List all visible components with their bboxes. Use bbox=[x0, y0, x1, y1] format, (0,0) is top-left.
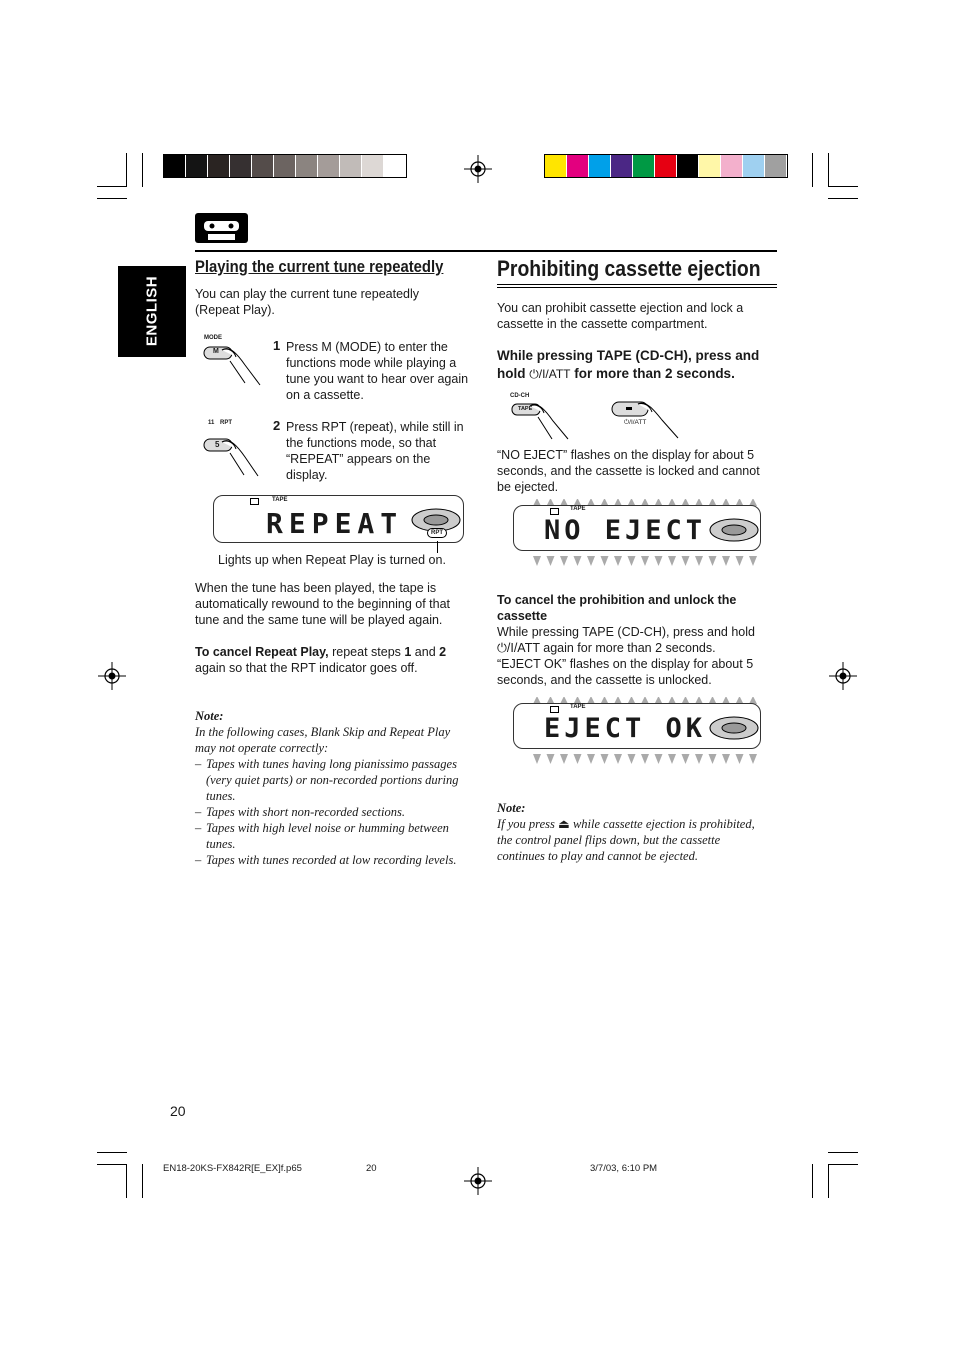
left-intro: You can play the current tune repeatedly (Repeat Play). bbox=[195, 287, 419, 317]
flash-mark bbox=[628, 754, 636, 764]
flash-mark bbox=[641, 556, 649, 566]
crop-mark bbox=[142, 1164, 143, 1198]
color-swatch bbox=[186, 155, 208, 177]
mode-button-illustration bbox=[200, 335, 270, 390]
display-tape-indicator: TAPE bbox=[570, 704, 586, 710]
list-dash: – bbox=[195, 821, 202, 835]
crop-mark bbox=[126, 1164, 127, 1198]
registration-mark-icon bbox=[464, 1167, 492, 1195]
no-eject-display bbox=[513, 505, 761, 551]
flash-mark bbox=[614, 556, 622, 566]
color-swatch bbox=[296, 155, 318, 177]
display-tape-indicator: TAPE bbox=[570, 506, 586, 512]
crop-mark bbox=[828, 1152, 858, 1153]
right-note-title: Note: bbox=[497, 801, 526, 815]
header-rule bbox=[195, 250, 777, 252]
flash-mark bbox=[668, 754, 676, 764]
crop-mark bbox=[142, 153, 143, 187]
eject-ok-display-wrap bbox=[497, 697, 777, 772]
left-note-intro: In the following cases, Blank Skip and Repeat Play may not operate correctly: bbox=[195, 725, 451, 755]
note-text-part: while cassette ejection is prohibited, the control panel flips down, but the cassette continues to play and cannot be ejected. bbox=[497, 817, 755, 863]
instruction-part: While pressing TAPE (CD-CH), press and hold bbox=[497, 348, 760, 381]
crop-mark bbox=[97, 1164, 127, 1165]
flash-mark bbox=[668, 556, 676, 566]
right-note-text bbox=[497, 816, 767, 864]
color-swatch bbox=[611, 155, 633, 177]
color-swatch bbox=[589, 155, 611, 177]
right-heading-rule bbox=[497, 284, 777, 285]
flash-mark bbox=[695, 754, 703, 764]
rpt-button-top-label-2: RPT bbox=[220, 420, 232, 426]
no-eject-description: “NO EJECT” flashes on the display for about 5 seconds, and the cassette is locked and cannot be ejected. bbox=[497, 448, 760, 494]
flash-mark bbox=[614, 754, 622, 764]
footer-file: EN18-20KS-FX842R[E_EX]f.p65 bbox=[163, 1163, 302, 1174]
flash-mark bbox=[736, 754, 744, 764]
crop-mark bbox=[828, 1164, 829, 1198]
eject-ok-display bbox=[513, 703, 761, 749]
cancel-text-part: While pressing TAPE (CD-CH), press and hold bbox=[497, 625, 755, 639]
flash-mark bbox=[736, 556, 744, 566]
flash-mark bbox=[533, 556, 541, 566]
flash-mark bbox=[628, 556, 636, 566]
color-swatch bbox=[567, 155, 589, 177]
cancel-prohibition-heading: To cancel the prohibition and unlock the cassette bbox=[497, 593, 737, 623]
cancel-text-part: again so that the RPT indicator goes off. bbox=[195, 661, 418, 675]
display-text: REPEAT bbox=[266, 507, 404, 540]
rpt-indicator: RPT bbox=[427, 528, 447, 538]
power-att-icon: ⏻/I/ATT bbox=[497, 641, 540, 655]
flash-mark bbox=[722, 754, 730, 764]
crop-mark bbox=[812, 1164, 813, 1198]
cancel-text-part: repeat steps bbox=[328, 645, 405, 659]
flash-mark bbox=[587, 556, 595, 566]
note-list-item-text: Tapes with tunes having long pianissimo passages (very quiet parts) or non-recorded portions during tunes. bbox=[206, 757, 459, 803]
list-dash: – bbox=[195, 805, 202, 819]
flash-mark bbox=[695, 556, 703, 566]
flash-mark bbox=[560, 556, 568, 566]
mode-button-label: M bbox=[213, 348, 219, 355]
cancel-text-part: and bbox=[411, 645, 440, 659]
display-tape-indicator: TAPE bbox=[272, 497, 288, 503]
cancel-repeat-text bbox=[195, 644, 467, 676]
color-swatch bbox=[340, 155, 362, 177]
note-list-item-text: Tapes with high level noise or humming between tunes. bbox=[206, 821, 449, 851]
crop-mark bbox=[97, 1152, 127, 1153]
repeat-display bbox=[213, 495, 464, 543]
display-caption: Lights up when Repeat Play is turned on. bbox=[218, 553, 446, 567]
list-dash: – bbox=[195, 757, 202, 771]
no-eject-display-wrap bbox=[497, 499, 777, 574]
att-button-label: ⏻/I/ATT bbox=[624, 419, 647, 426]
mode-button-top-label: MODE bbox=[204, 335, 222, 341]
color-bar-left bbox=[163, 154, 407, 178]
disc-icon bbox=[706, 516, 762, 546]
flash-mark bbox=[709, 754, 717, 764]
crop-mark bbox=[97, 198, 127, 199]
left-paragraph: When the tune has been played, the tape is automatically rewound to the beginning of that tune and the same tune will be played again. bbox=[195, 581, 451, 627]
disc-icon bbox=[706, 714, 762, 744]
flash-mark bbox=[533, 754, 541, 764]
color-swatch bbox=[164, 155, 186, 177]
cancel-step-1: 1 bbox=[404, 645, 412, 659]
language-tab-label: ENGLISH bbox=[143, 275, 161, 347]
left-note-title: Note: bbox=[195, 709, 224, 723]
left-heading: Playing the current tune repeatedly bbox=[195, 258, 444, 276]
color-swatch bbox=[230, 155, 252, 177]
display-text: NO EJECT bbox=[544, 515, 707, 546]
crop-mark bbox=[126, 153, 127, 187]
color-swatch bbox=[699, 155, 721, 177]
color-swatch bbox=[252, 155, 274, 177]
crop-mark bbox=[97, 186, 127, 187]
right-intro: You can prohibit cassette ejection and lock a cassette in the cassette compartment. bbox=[497, 301, 744, 331]
display-tape-icon bbox=[250, 498, 259, 505]
color-bar-right bbox=[544, 154, 788, 178]
flash-mark bbox=[574, 754, 582, 764]
flash-mark bbox=[749, 556, 757, 566]
registration-mark-icon bbox=[464, 155, 492, 183]
crop-mark bbox=[828, 153, 829, 187]
rpt-button-label: 5 bbox=[215, 440, 220, 449]
cancel-repeat-bold: To cancel Repeat Play, bbox=[195, 645, 329, 659]
color-swatch bbox=[633, 155, 655, 177]
flash-mark bbox=[655, 556, 663, 566]
left-note-list bbox=[195, 756, 475, 868]
color-swatch bbox=[318, 155, 340, 177]
display-text: EJECT OK bbox=[544, 713, 707, 744]
registration-mark-icon bbox=[829, 662, 857, 690]
rpt-button-illustration bbox=[200, 420, 270, 480]
cancel-prohibition-text bbox=[497, 624, 772, 688]
flash-mark bbox=[574, 556, 582, 566]
flash-mark bbox=[547, 556, 555, 566]
tape-button-label: TAPE bbox=[518, 406, 533, 412]
cancel-text-part: again for more than 2 seconds. bbox=[539, 641, 716, 655]
flash-mark bbox=[641, 754, 649, 764]
note-list-item bbox=[195, 820, 475, 852]
power-att-icon: ⏻/I/ATT bbox=[529, 367, 571, 381]
flash-mark bbox=[722, 556, 730, 566]
eject-instruction bbox=[497, 347, 782, 383]
note-list-item-text: Tapes with short non-recorded sections. bbox=[206, 805, 405, 819]
flash-mark bbox=[749, 754, 757, 764]
flash-mark bbox=[709, 556, 717, 566]
flash-mark bbox=[682, 556, 690, 566]
display-tape-icon bbox=[550, 706, 559, 713]
footer-page: 20 bbox=[366, 1163, 377, 1174]
note-text-part: If you press bbox=[497, 817, 558, 831]
att-button-illustration bbox=[610, 398, 682, 440]
flash-mark bbox=[587, 754, 595, 764]
page-number: 20 bbox=[170, 1103, 186, 1119]
list-dash: – bbox=[195, 853, 202, 867]
step1-text: Press M (MODE) to enter the functions mode while playing a tune you want to hear over again on a cassette. bbox=[286, 340, 469, 402]
right-heading: Prohibiting cassette ejection bbox=[497, 256, 761, 281]
cassette-icon bbox=[195, 213, 248, 243]
tape-button-illustration bbox=[508, 393, 578, 441]
note-list-item bbox=[195, 804, 475, 820]
eject-icon: ⏏ bbox=[558, 817, 570, 831]
color-swatch bbox=[545, 155, 567, 177]
note-list-item bbox=[195, 756, 475, 804]
registration-mark-icon bbox=[98, 662, 126, 690]
color-swatch bbox=[655, 155, 677, 177]
instruction-part: for more than 2 seconds. bbox=[570, 366, 735, 381]
color-swatch bbox=[721, 155, 743, 177]
flash-mark bbox=[547, 754, 555, 764]
flash-mark bbox=[560, 754, 568, 764]
cancel-step-2: 2 bbox=[439, 645, 447, 659]
step2-number: 2 bbox=[273, 418, 281, 433]
cancel-text-part: “EJECT OK” flashes on the display for about 5 seconds, and the cassette is unlocked. bbox=[497, 657, 754, 687]
crop-mark bbox=[828, 1164, 858, 1165]
rpt-button-top-label-1: 11 bbox=[208, 420, 215, 426]
flash-mark bbox=[655, 754, 663, 764]
footer-date: 3/7/03, 6:10 PM bbox=[590, 1163, 658, 1174]
flash-mark bbox=[601, 754, 609, 764]
step2-text: Press RPT (repeat), while still in the functions mode, so that “REPEAT” appears on the display. bbox=[286, 420, 464, 482]
step1-number: 1 bbox=[273, 338, 281, 353]
color-swatch bbox=[362, 155, 384, 177]
crop-mark bbox=[812, 153, 813, 187]
note-list-item-text: Tapes with tunes recorded at low recording levels. bbox=[206, 853, 457, 867]
color-swatch bbox=[384, 155, 406, 177]
cdch-label: CD-CH bbox=[510, 393, 530, 399]
flash-mark bbox=[601, 556, 609, 566]
display-tape-icon bbox=[550, 508, 559, 515]
language-tab bbox=[118, 266, 186, 357]
right-heading-rule bbox=[497, 287, 777, 288]
color-swatch bbox=[274, 155, 296, 177]
flash-mark bbox=[682, 754, 690, 764]
crop-mark bbox=[828, 186, 858, 187]
color-swatch bbox=[765, 155, 787, 177]
color-swatch bbox=[208, 155, 230, 177]
color-swatch bbox=[677, 155, 699, 177]
crop-mark bbox=[828, 198, 858, 199]
note-list-item bbox=[195, 852, 475, 868]
color-swatch bbox=[743, 155, 765, 177]
